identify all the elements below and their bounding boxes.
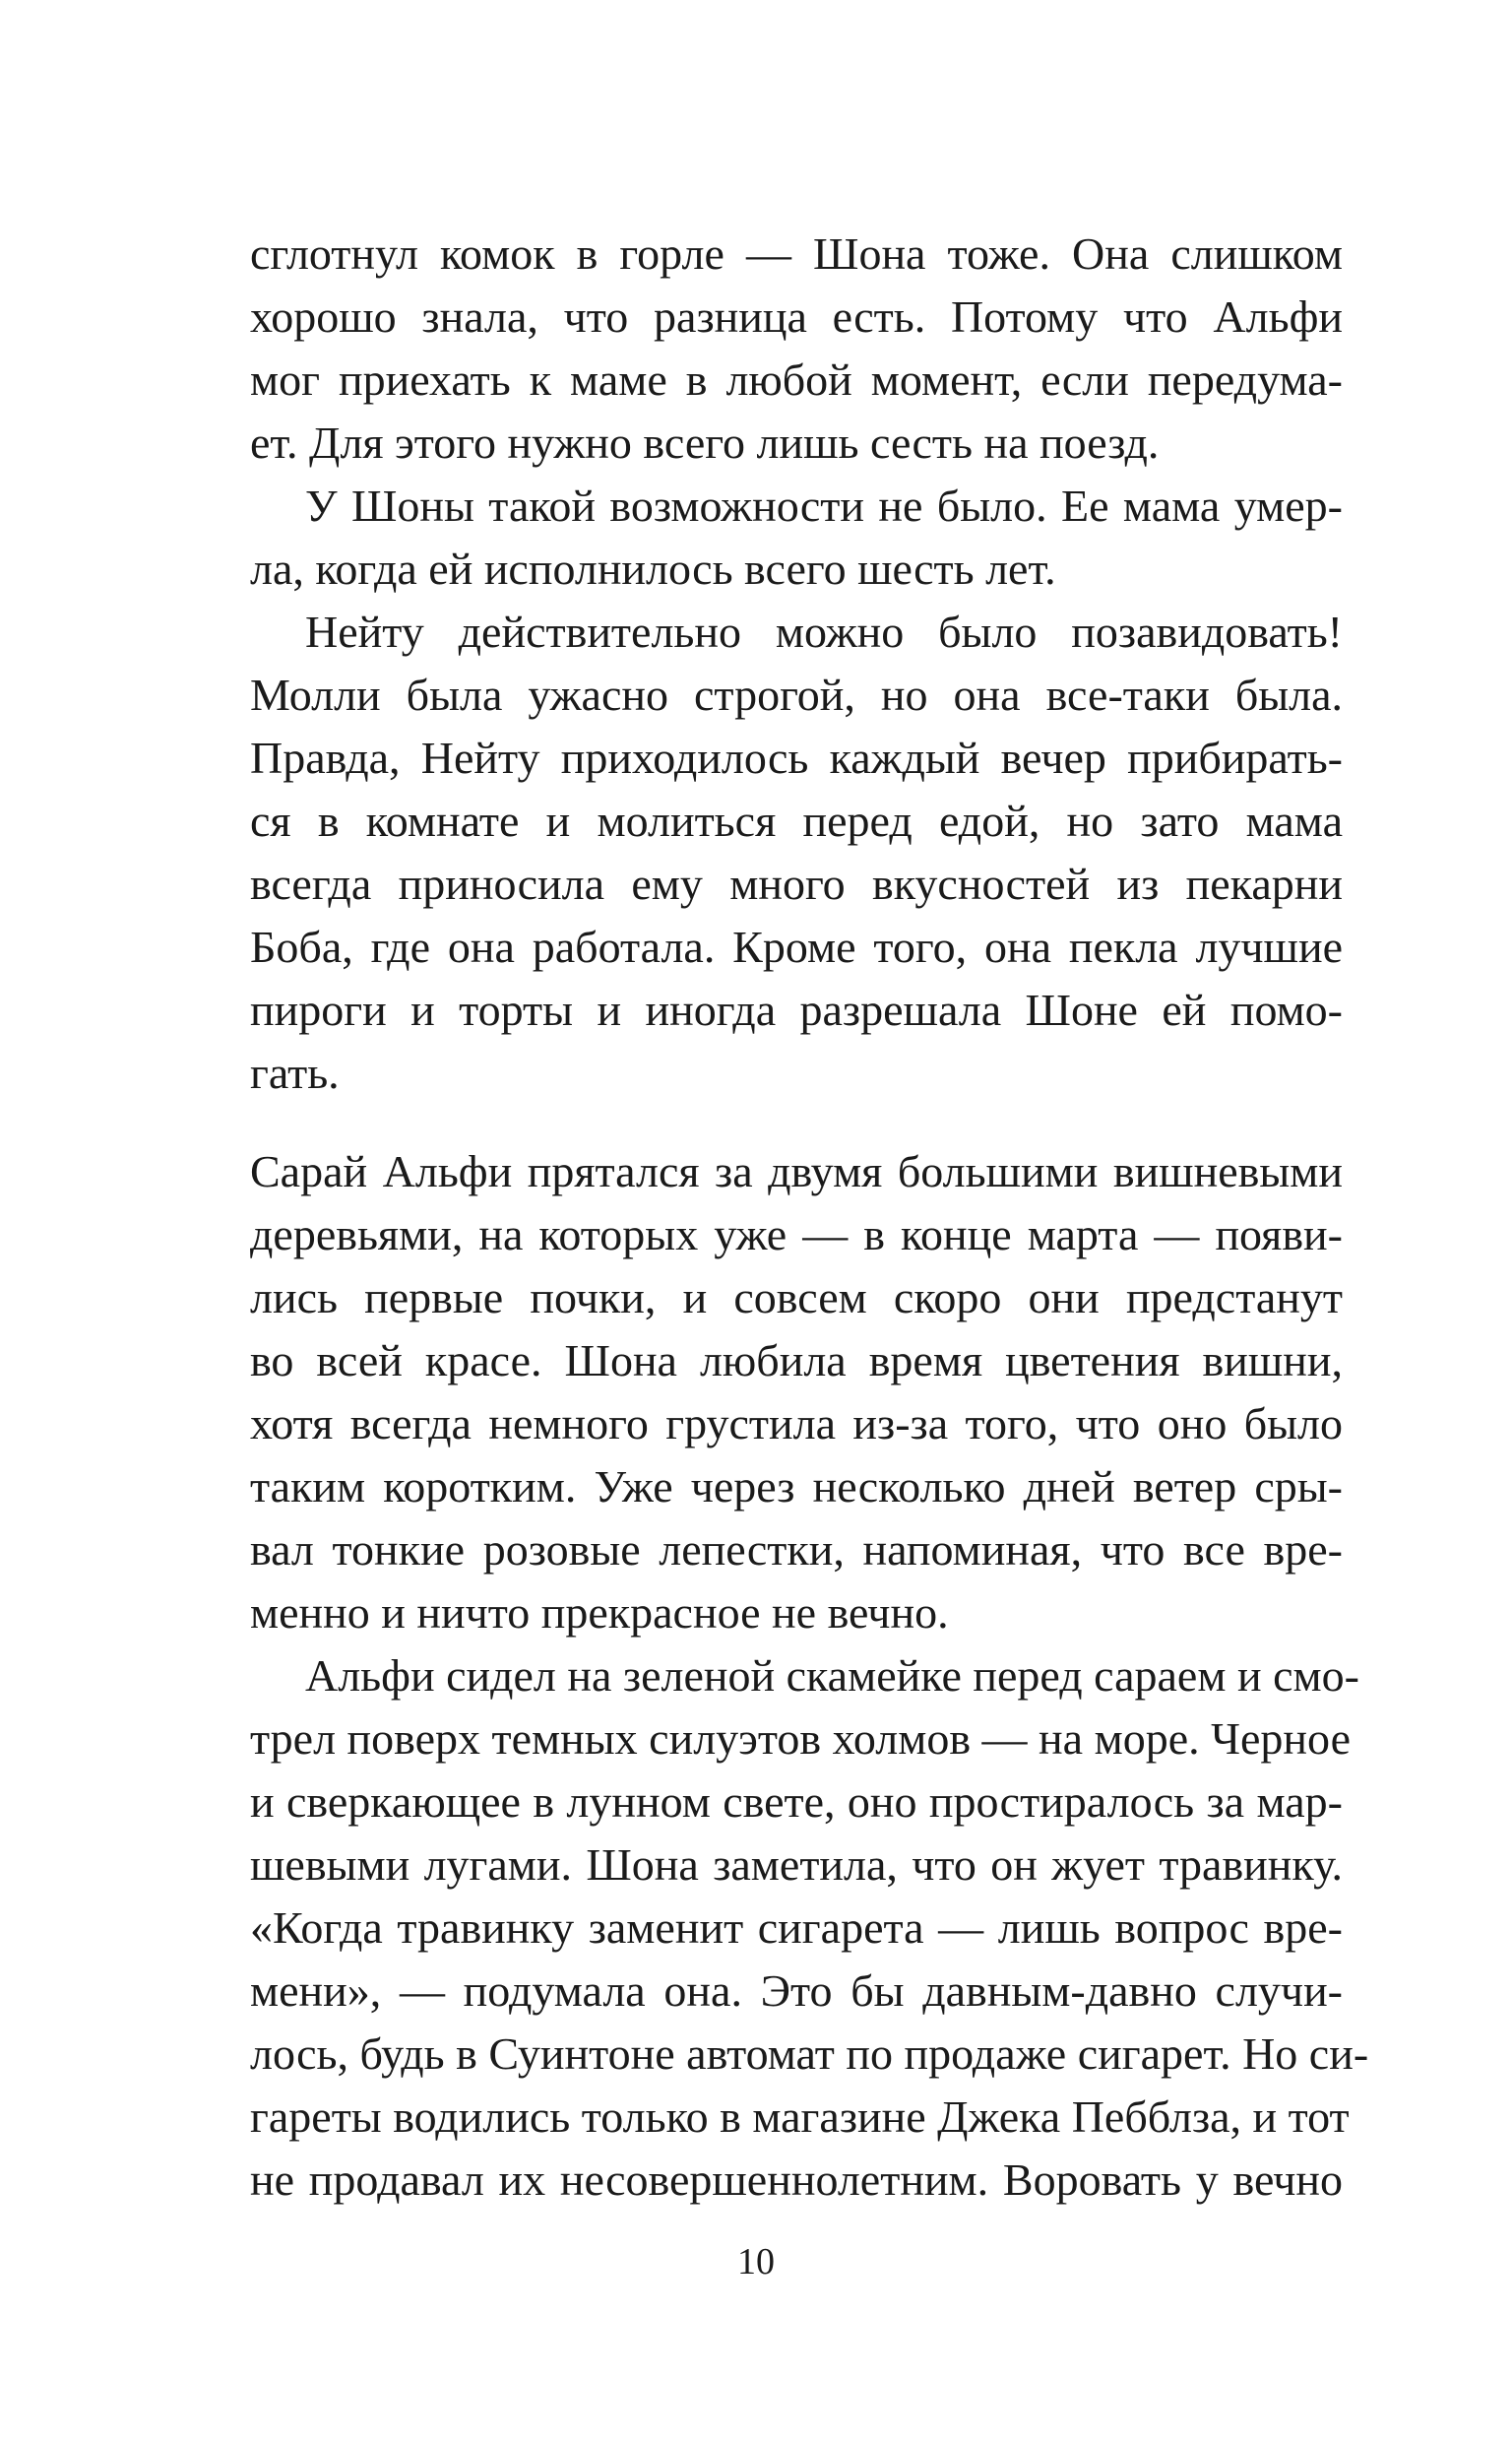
text-line: мени», — подумала она. Это бы давным-давно случи- [250, 1965, 1343, 2016]
text-line: и сверкающее в лунном свете, оно простиралось за мар- [250, 1776, 1343, 1827]
text-line: хотя всегда немного грустила из-за того, что оно было [250, 1398, 1343, 1448]
text-line: лись первые почки, и совсем скоро они предстанут [250, 1272, 1343, 1322]
text-line: таким коротким. Уже через несколько дней ветер сры- [250, 1461, 1343, 1511]
text-line: пироги и торты и иногда разрешала Шоне ей помо- [250, 985, 1343, 1035]
text-line: мог приехать к маме в любой момент, если передума- [250, 354, 1343, 405]
text-line: хорошо знала, что разница есть. Потому что Альфи [250, 291, 1343, 342]
text-line: «Когда травинку заменит сигарета — лишь вопрос вре- [250, 1902, 1343, 1953]
page-number: 10 [737, 2241, 775, 2282]
text-line: всегда приносила ему много вкусностей из пекарни [250, 859, 1343, 909]
text-line: сглотнул комок в горле — Шона тоже. Она слишком [250, 228, 1343, 279]
paragraph-block-1 [250, 223, 1343, 1105]
text-line: шевыми лугами. Шона заметила, что он жует травинку. [250, 1839, 1343, 1890]
text-line: вал тонкие розовые лепестки, напоминая, что все вре- [250, 1524, 1343, 1575]
text-line: лось, будь в Суинтоне автомат по продаже сигарет. Но си- [250, 2028, 1369, 2079]
text-line: во всей красе. Шона любила время цветения вишни, [250, 1335, 1343, 1385]
text-line: Альфи сидел на зеленой скамейке перед сараем и смо- [305, 1650, 1359, 1701]
text-line: ла, когда ей исполнилось всего шесть лет. [250, 544, 1056, 594]
text-line: Правда, Нейту приходилось каждый вечер прибирать- [250, 733, 1343, 783]
text-line: не продавал их несовершеннолетним. Воровать у вечно [250, 2154, 1343, 2205]
text-line: Молли была ужасно строгой, но она все-таки была. [250, 670, 1343, 720]
text-line: гать. [250, 1048, 340, 1098]
text-line: трел поверх темных силуэтов холмов — на море. Черное [250, 1713, 1352, 1764]
text-line: Сарай Альфи прятался за двумя большими вишневыми [250, 1146, 1343, 1196]
text-line: менно и ничто прекрасное не вечно. [250, 1587, 949, 1638]
text-line: Боба, где она работала. Кроме того, она пекла лучшие [250, 922, 1343, 972]
text-line: ся в комнате и молиться перед едой, но зато мама [250, 796, 1343, 846]
text-line: У Шоны такой возможности не было. Ее мама умер- [305, 481, 1343, 531]
paragraph-block-2 [250, 1140, 1369, 2212]
text-line: деревьями, на которых уже — в конце марта — появи- [250, 1209, 1343, 1259]
text-line: Нейту действительно можно было позавидовать! [305, 607, 1343, 657]
text-line: ет. Для этого нужно всего лишь сесть на поезд. [250, 418, 1160, 468]
text-line: гареты водились только в магазине Джека Пебблза, и тот [250, 2091, 1350, 2142]
